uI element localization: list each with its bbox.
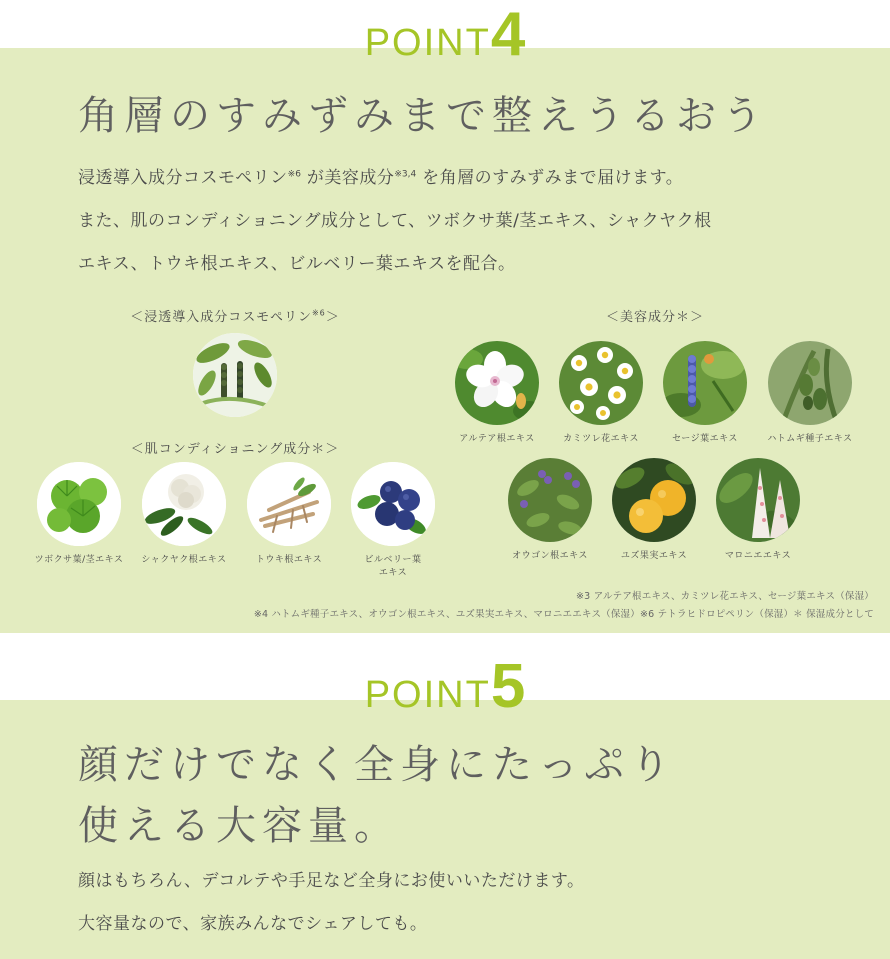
ingredient-skullcap — [490, 458, 610, 563]
ingredient-yuzu — [594, 458, 714, 563]
yuzu-fruit-icon — [612, 458, 696, 542]
footnote-4-6: ※4 ハトムギ種子エキス、オウゴン根エキス、ユズ果実エキス、マロニエエキス（保湿）※6 テトラヒドロピペリン（保湿）＊ 保湿成分として — [253, 609, 874, 620]
ingredient-bilberry — [333, 462, 453, 580]
point-word: POINT — [364, 22, 491, 64]
gotu-kola-leaf-icon — [37, 462, 121, 546]
ingredient-cosmoperin — [175, 333, 295, 417]
ingredient-job-tears — [750, 341, 870, 446]
ingredient-chamomile — [541, 341, 661, 446]
point5-body-line1: 顔はもちろん、デコルテや手足など全身にお使いいただけます。 — [78, 871, 585, 891]
group-title-penetration: ＜浸透導入成分コスモペリン$^{※6}$＞ — [130, 308, 340, 325]
point-number: 4 — [490, 0, 526, 69]
point4-badge — [0, 0, 890, 70]
ingredient-gotu-kola — [19, 462, 139, 567]
ingredient-peony — [124, 462, 244, 567]
point-word: POINT — [364, 674, 491, 716]
point4-body-line3: エキス、トウキ根エキス、ビルベリー葉エキスを配合。 — [78, 254, 516, 274]
point5-headline-line2: 使える大容量。 — [78, 803, 400, 849]
marshmallow-flower-icon — [455, 341, 539, 425]
point-number: 5 — [490, 652, 526, 721]
point5-body-line2: 大容量なので、家族みんなでシェアしても。 — [78, 914, 428, 934]
ingredient-label: ハトムギ種子エキス — [767, 434, 853, 444]
ingredient-label: オウゴン根エキス — [512, 551, 588, 561]
ingredient-angelica — [229, 462, 349, 567]
ingredient-label: アルテア根エキス — [459, 434, 535, 444]
ingredient-label: シャクヤク根エキス — [141, 555, 227, 565]
point4-body-line2: また、肌のコンディショニング成分として、ツボクサ葉/茎エキス、シャクヤク根 — [78, 211, 712, 231]
point5-headline-line1: 顔だけでなく全身にたっぷり — [78, 742, 676, 788]
horse-chestnut-flower-icon — [716, 458, 800, 542]
point4-body-line1: 浸透導入成分コスモペリン$^{※6}$ が美容成分$^{※3,4}$ を角層のすみずみまで届けます。 — [78, 168, 684, 188]
ingredient-label: ツボクサ葉/茎エキス — [34, 555, 124, 565]
skullcap-plant-icon — [508, 458, 592, 542]
bilberry-fruit-icon — [351, 462, 435, 546]
group-title-beauty: ＜美容成分＊＞ — [605, 310, 704, 325]
job-tears-plant-icon — [768, 341, 852, 425]
sage-plant-icon — [663, 341, 747, 425]
cosmoperin-plant-icon — [193, 333, 277, 417]
footnote-3: ※3 アルテア根エキス、カミツレ花エキス、セージ葉エキス（保湿） — [576, 591, 874, 602]
ingredient-label: セージ葉エキス — [672, 434, 738, 444]
peony-flower-icon — [142, 462, 226, 546]
ingredient-label: カミツレ花エキス — [563, 434, 639, 444]
chamomile-flower-icon — [559, 341, 643, 425]
point5-badge — [0, 652, 890, 722]
ingredient-horse-chestnut — [698, 458, 818, 563]
ingredient-label: ユズ果実エキス — [620, 551, 688, 561]
group-title-conditioning: ＜肌コンディショニング成分＊＞ — [130, 442, 340, 457]
ingredient-label: マロニエエキス — [724, 551, 792, 561]
ingredient-sage — [645, 341, 765, 446]
angelica-root-icon — [247, 462, 331, 546]
ingredient-althaea-root — [437, 341, 557, 446]
ingredient-label: トウキ根エキス — [255, 555, 323, 565]
ingredient-label: ビルベリー葉 エキス — [364, 555, 422, 578]
point4-headline: 角層のすみずみまで整えうるおう — [78, 93, 768, 139]
